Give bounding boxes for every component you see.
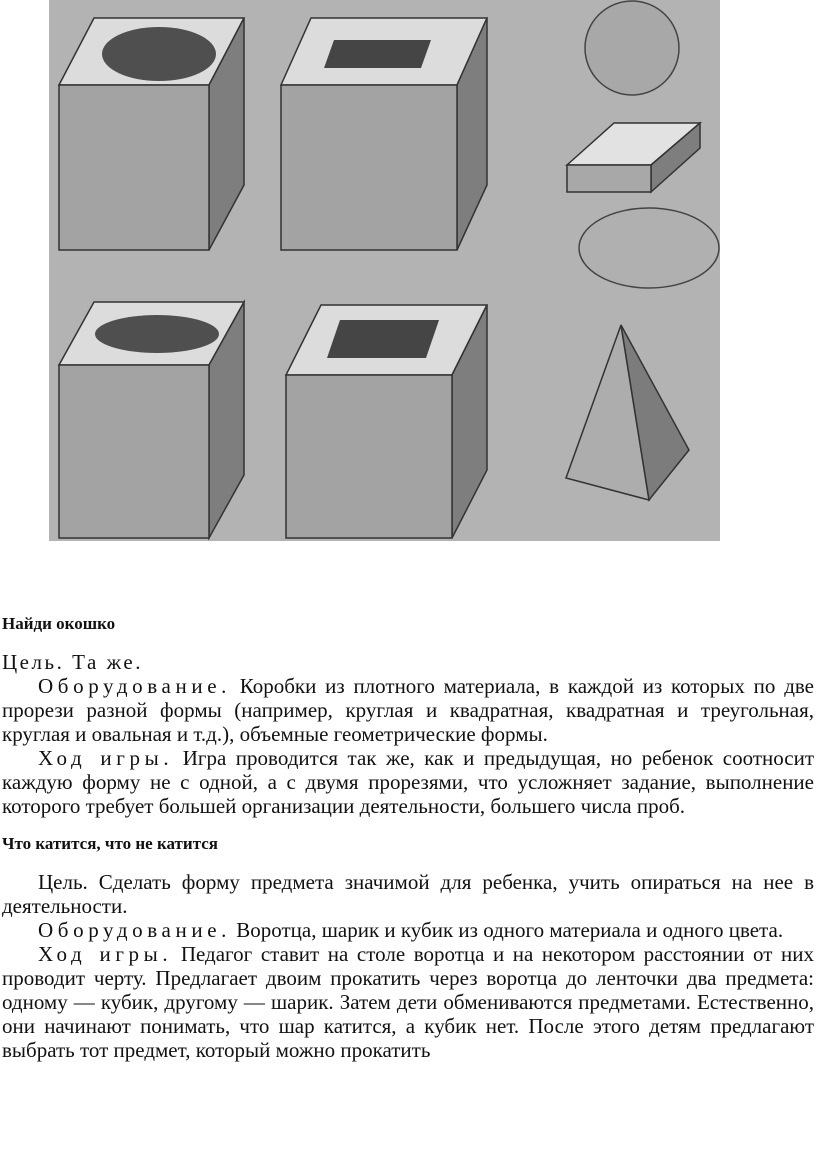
course-paragraph: Ход игры. Педагог ставит на столе воротца и на некотором расстоянии от них проводит черту. Предлагает двоим прокатить через воротца до ленточки два предмета: одному — кубик, другому — шарик. Затем дети обмениваются предметами. Естественно, они начинают понимать, что шар катится, а кубик нет. После этого детям предлагают выбрать тот предмет, который можно прокатить [2,942,814,1062]
text-body [2,612,814,1062]
goal-paragraph: Цель. Сделать форму предмета значимой для ребенка, учить опираться на нее в деятельности. [2,870,814,918]
goal-paragraph: Цель. Та же. [2,650,143,674]
sphere [585,1,679,95]
equipment-paragraph: Оборудование. Коробки из плотного материала, в каждой из которых по две прорези разной формы (например, круглая и квадратная, квадратная и треугольная, круглая и овальная и т.д.), объемные геометрические формы. [2,674,814,746]
box-oval-hole [59,302,244,538]
box-round-hole [59,18,244,250]
box-square-hole [286,305,487,538]
box-rectangle-hole [281,18,487,250]
section-title: Что катится, что не катится [2,834,218,853]
ovoid [579,208,719,288]
shapes-illustration [49,0,720,541]
course-paragraph: Ход игры. Игра проводится так же, как и предыдущая, но ребенок соотносит каждую форму не с одной, а с двумя прорезями, что усложняет задание, выполнение которого требует большей организации деятельности, большего числа проб. [2,746,815,818]
section-title: Найди окошко [2,614,116,633]
equipment-paragraph: Оборудование. Воротца, шарик и кубик из одного материала и одного цвета. [38,918,784,942]
